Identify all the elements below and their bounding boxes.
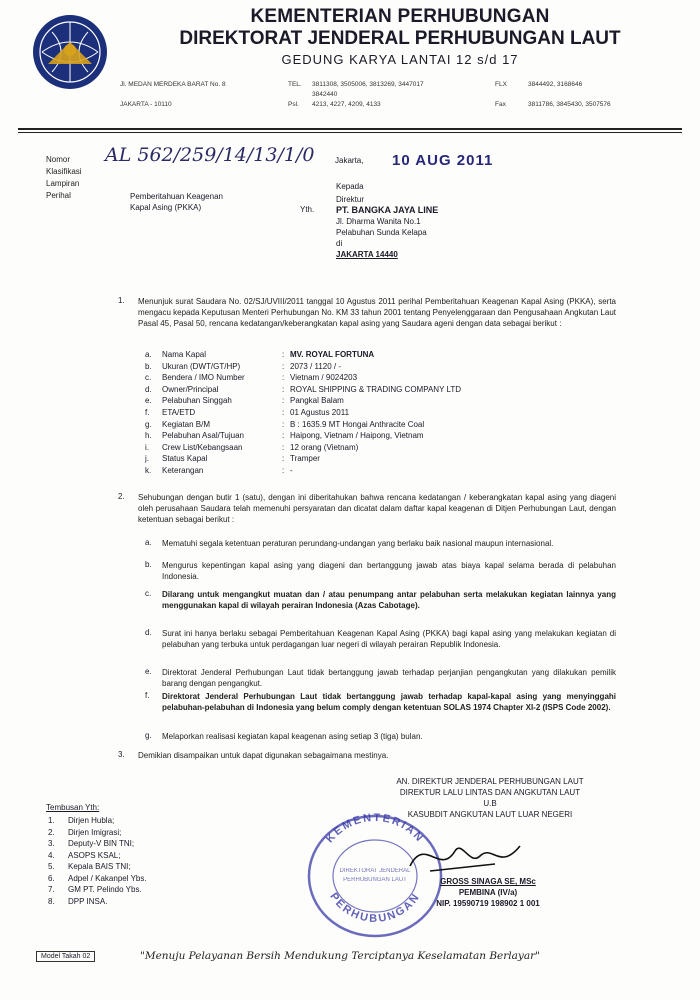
detail-label: Keterangan xyxy=(162,466,204,475)
condition-letter: e. xyxy=(145,667,152,676)
detail-letter: f. xyxy=(145,408,150,417)
detail-colon: : xyxy=(282,454,285,464)
ministry-logo-icon xyxy=(30,12,110,92)
label-klasifikasi: Klasifikasi xyxy=(46,167,82,176)
footer-motto: "Menuju Pelayanan Bersih Mendukung Terciptanya Keselamatan Berlayar" xyxy=(140,950,540,962)
perihal-line: Kapal Asing (PKKA) xyxy=(130,203,202,212)
condition-text: Melaporkan realisasi kegiatan kapal keagenan asing setiap 3 (tiga) bulan. xyxy=(162,732,423,741)
condition-text: Direktorat Jenderal Perhubungan Laut tidak bertanggung jawab terhadap perjanjian pengangkutan yang dilakukan pemilik barang dengan pengangkut. xyxy=(162,668,616,688)
cc-number: 8. xyxy=(48,896,55,906)
condition-letter: d. xyxy=(145,628,152,637)
detail-label: ETA/ETD xyxy=(162,408,196,417)
detail-letter: b. xyxy=(145,361,152,371)
detail-letter: j. xyxy=(145,454,149,464)
tel-label: TEL. xyxy=(288,81,302,88)
signature-line: AN. DIREKTUR JENDERAL PERHUBUNGAN LAUT xyxy=(396,777,584,786)
signature-line: KASUBDIT ANGKUTAN LAUT LUAR NEGERI xyxy=(407,810,573,819)
cc-item: Kepala BAIS TNI; xyxy=(68,862,131,871)
detail-colon: : xyxy=(282,466,285,475)
condition-letter: c. xyxy=(145,589,152,598)
perihal-line: Pemberitahuan Keagenan xyxy=(130,192,223,201)
detail-letter: i. xyxy=(145,442,149,452)
fax-label: FLX xyxy=(495,81,507,88)
cc-number: 2. xyxy=(48,827,55,837)
detail-colon: : xyxy=(282,442,285,452)
detail-value: 01 Agustus 2011 xyxy=(290,408,350,417)
para1-text: Menunjuk surat Saudara No. 02/SJ/UVIII/2011 tanggal 10 Agustus 2011 perihal Pemberitahuan Keagenan Kapal Asing (PKKA), serta mengacu kepada Keputusan Menteri Perhubungan No. KM 33 tahun 2001 tentang Penyelenggaraan dan Pengusahaan Angkutan Laut Pasal 45, Pasal 50, rencana kedatangan/keberangkatan kapal asing yang Saudara ageni dengan data sebagai berikut : xyxy=(138,297,616,328)
cc-number: 6. xyxy=(48,873,55,883)
detail-label: Crew List/Kebangsaan xyxy=(162,442,243,452)
detail-letter: d. xyxy=(145,384,152,394)
detail-colon: : xyxy=(282,373,285,383)
detail-value: Pangkal Balam xyxy=(290,396,344,406)
detail-value: 12 orang (Vietnam) xyxy=(290,442,359,452)
tel-label-block xyxy=(288,80,302,110)
recipient-line: Jl. Dharma Wanita No.1 xyxy=(336,217,421,226)
detail-colon: : xyxy=(282,350,285,359)
detail-label: Pelabuhan Singgah xyxy=(162,396,232,406)
fax-number: 3844492, 3168646 xyxy=(528,81,583,88)
condition-text: Dilarang untuk mengangkut muatan dan / atau penumpang antar pelabuhan serta melakukan kegiatan lainnya yang menggunakan kapal di wilayah perairan Indonesia (Azas Cabotage). xyxy=(162,590,616,610)
label-nomor: Nomor xyxy=(46,155,71,164)
cc-item: Dirjen Hubla; xyxy=(68,816,115,825)
detail-label: Status Kapal xyxy=(162,454,208,464)
detail-value: MV. ROYAL FORTUNA xyxy=(290,350,375,359)
detail-value: - xyxy=(290,466,293,475)
fax-number: 3811786, 3845430, 3507576 xyxy=(528,101,611,108)
cc-item: Deputy-V BIN TNI; xyxy=(68,839,135,848)
para2-text: Sehubungan dengan butir 1 (satu), dengan ini diberitahukan bahwa rencana kedatangan / keberangkatan kapal asing yang diageni oleh perusahaan Saudara telah memenuhi persyaratan dan dicatat dalam daftar kapal keagenan di Ditjen Perhubungan Laut, dengan ketentuan sebagai berikut : xyxy=(138,493,616,524)
header-divider xyxy=(18,128,682,130)
address-line: Jl. MEDAN MERDEKA BARAT No. 8 xyxy=(120,81,226,88)
detail-value: ROYAL SHIPPING & TRADING COMPANY LTD xyxy=(290,384,461,394)
detail-colon: : xyxy=(282,419,285,429)
detail-value: Tramper xyxy=(290,454,320,464)
kepada-label: Kepada xyxy=(336,182,364,191)
address-block xyxy=(120,80,226,110)
address-line: JAKARTA - 10110 xyxy=(120,101,172,108)
detail-colon: : xyxy=(282,408,285,417)
para3-number: 3. xyxy=(118,750,125,759)
recipient-line: Direktur xyxy=(336,195,365,204)
condition-letter: f. xyxy=(145,691,150,700)
letter-number-handwritten: AL 562/259/14/13/1/0 xyxy=(105,144,315,166)
detail-colon: : xyxy=(282,384,285,394)
detail-letter: k. xyxy=(145,466,152,475)
detail-letter: c. xyxy=(145,373,152,383)
detail-label: Kegiatan B/M xyxy=(162,419,211,429)
perihal-text xyxy=(130,191,223,213)
condition-text: Mengurus kepentingan kapal asing yang diageni dan bertanggung jawab atas biaya kapal selama berada di pelabuhan Indonesia. xyxy=(162,561,616,581)
detail-colon: : xyxy=(282,431,285,441)
directorate-name: DIREKTORAT JENDERAL PERHUBUNGAN LAUT xyxy=(179,28,621,49)
signature-line: DIREKTUR LALU LINTAS DAN ANGKUTAN LAUT xyxy=(399,788,581,797)
fax-label: Fax xyxy=(495,101,506,108)
signatory-block xyxy=(408,876,568,909)
para1-number: 1. xyxy=(118,296,125,305)
cc-title: Tembusan Yth: xyxy=(46,803,100,812)
detail-label: Pelabuhan Asal/Tujuan xyxy=(162,431,244,441)
condition-text: Direktorat Jenderal Perhubungan Laut tidak bertanggung jawab terhadap kapal-kapal asing yang menyinggahi pelabuhan-pelabuhan di Indonesia yang belum comply dengan ketentuan SOLAS 1974 Chapter XI-2 (ISPS Code 2002). xyxy=(162,692,616,712)
detail-letter: a. xyxy=(145,350,152,359)
signatory-name: GROSS SINAGA SE, MSc xyxy=(440,877,536,886)
condition-letter: b. xyxy=(145,560,152,569)
stamp-inner-text: PERHUBUNGAN LAUT xyxy=(343,877,407,883)
label-lampiran: Lampiran xyxy=(46,179,80,188)
condition-letter: g. xyxy=(145,731,152,740)
cc-number: 4. xyxy=(48,850,55,860)
detail-label: Bendera / IMO Number xyxy=(162,373,245,383)
ministry-name: KEMENTERIAN PERHUBUNGAN xyxy=(250,6,550,27)
recipient-line: Pelabuhan Sunda Kelapa xyxy=(336,228,427,237)
condition-text: Surat ini hanya berlaku sebagai Pemberitahuan Keagenan Kapal Asing (PKKA) bagi kapal asing yang melakukan kegiatan di pelabuhan yang terbuka untuk perdagangan luar negeri di wilayah perairan Republik Indonesia. xyxy=(162,629,616,649)
stamp-bottom-text: PERHUBUNGAN xyxy=(327,890,423,925)
detail-colon: : xyxy=(282,396,285,406)
detail-label: Ukuran (DWT/GT/HP) xyxy=(162,361,241,371)
signatory-rank: PEMBINA (IV/a) xyxy=(458,888,518,897)
recipient-city: JAKARTA 14440 xyxy=(336,250,398,259)
cc-item: Adpel / Kakanpel Ybs. xyxy=(68,873,147,883)
letter-city: Jakarta, xyxy=(335,156,364,165)
condition-letter: a. xyxy=(145,538,152,547)
cc-item: Dirjen Imigrasi; xyxy=(68,827,122,837)
para3-text: Demikian disampaikan untuk dapat digunakan sebagaimana mestinya. xyxy=(138,751,389,760)
detail-colon: : xyxy=(282,361,285,371)
label-perihal: Perihal xyxy=(46,191,71,200)
date-stamp: 10 AUG 2011 xyxy=(392,152,494,169)
cc-item: GM PT. Pelindo Ybs. xyxy=(68,885,142,894)
condition-text: Mematuhi segala ketentuan peraturan perundang-undangan yang berlaku baik nasional maupun internasional. xyxy=(162,539,554,548)
detail-letter: h. xyxy=(145,431,152,441)
stamp-inner-text: DIREKTORAT JENDERAL xyxy=(339,868,411,874)
detail-value: 2073 / 1120 / - xyxy=(290,361,341,371)
tel-number: 4213, 4227, 4209, 4133 xyxy=(312,101,381,108)
recipient-block xyxy=(336,194,438,260)
recipient-line: di xyxy=(336,239,343,248)
detail-label: Nama Kapal xyxy=(162,350,207,359)
detail-value: Vietnam / 9024203 xyxy=(290,373,358,383)
model-label: Model Takah 02 xyxy=(36,951,95,962)
recipient-company: PT. BANGKA JAYA LINE xyxy=(336,205,439,215)
stamp-top-text: KEMENTERIAN xyxy=(323,811,427,846)
tel-label: Psl. xyxy=(288,101,299,108)
cc-item: ASOPS KSAL; xyxy=(68,850,121,860)
signatory-nip: NIP. 19590719 198902 1 001 xyxy=(436,899,540,908)
cc-number: 3. xyxy=(48,839,55,848)
building-name: GEDUNG KARYA LANTAI 12 s/d 17 xyxy=(281,52,519,67)
signature-line: U.B xyxy=(483,799,497,808)
cc-number: 7. xyxy=(48,885,55,894)
tel-number: 3811308, 3505006, 3813269, 3447017 xyxy=(312,81,424,88)
cc-number: 5. xyxy=(48,862,55,871)
cc-item: DPP INSA. xyxy=(68,896,108,906)
header-divider-thin xyxy=(18,132,682,133)
yth-label: Yth. xyxy=(300,205,315,214)
detail-label: Owner/Principal xyxy=(162,384,219,394)
fax-block xyxy=(528,80,611,110)
tel-block xyxy=(312,80,424,110)
cc-number: 1. xyxy=(48,816,55,825)
detail-letter: e. xyxy=(145,396,152,406)
para2-number: 2. xyxy=(118,492,125,501)
detail-letter: g. xyxy=(145,419,152,429)
fax-label-block xyxy=(495,80,507,110)
detail-value: B : 1635.9 MT Hongai Anthracite Coal xyxy=(290,419,425,429)
detail-value: Haipong, Vietnam / Haipong, Vietnam xyxy=(290,431,424,441)
tel-number: 3842440 xyxy=(312,91,338,98)
